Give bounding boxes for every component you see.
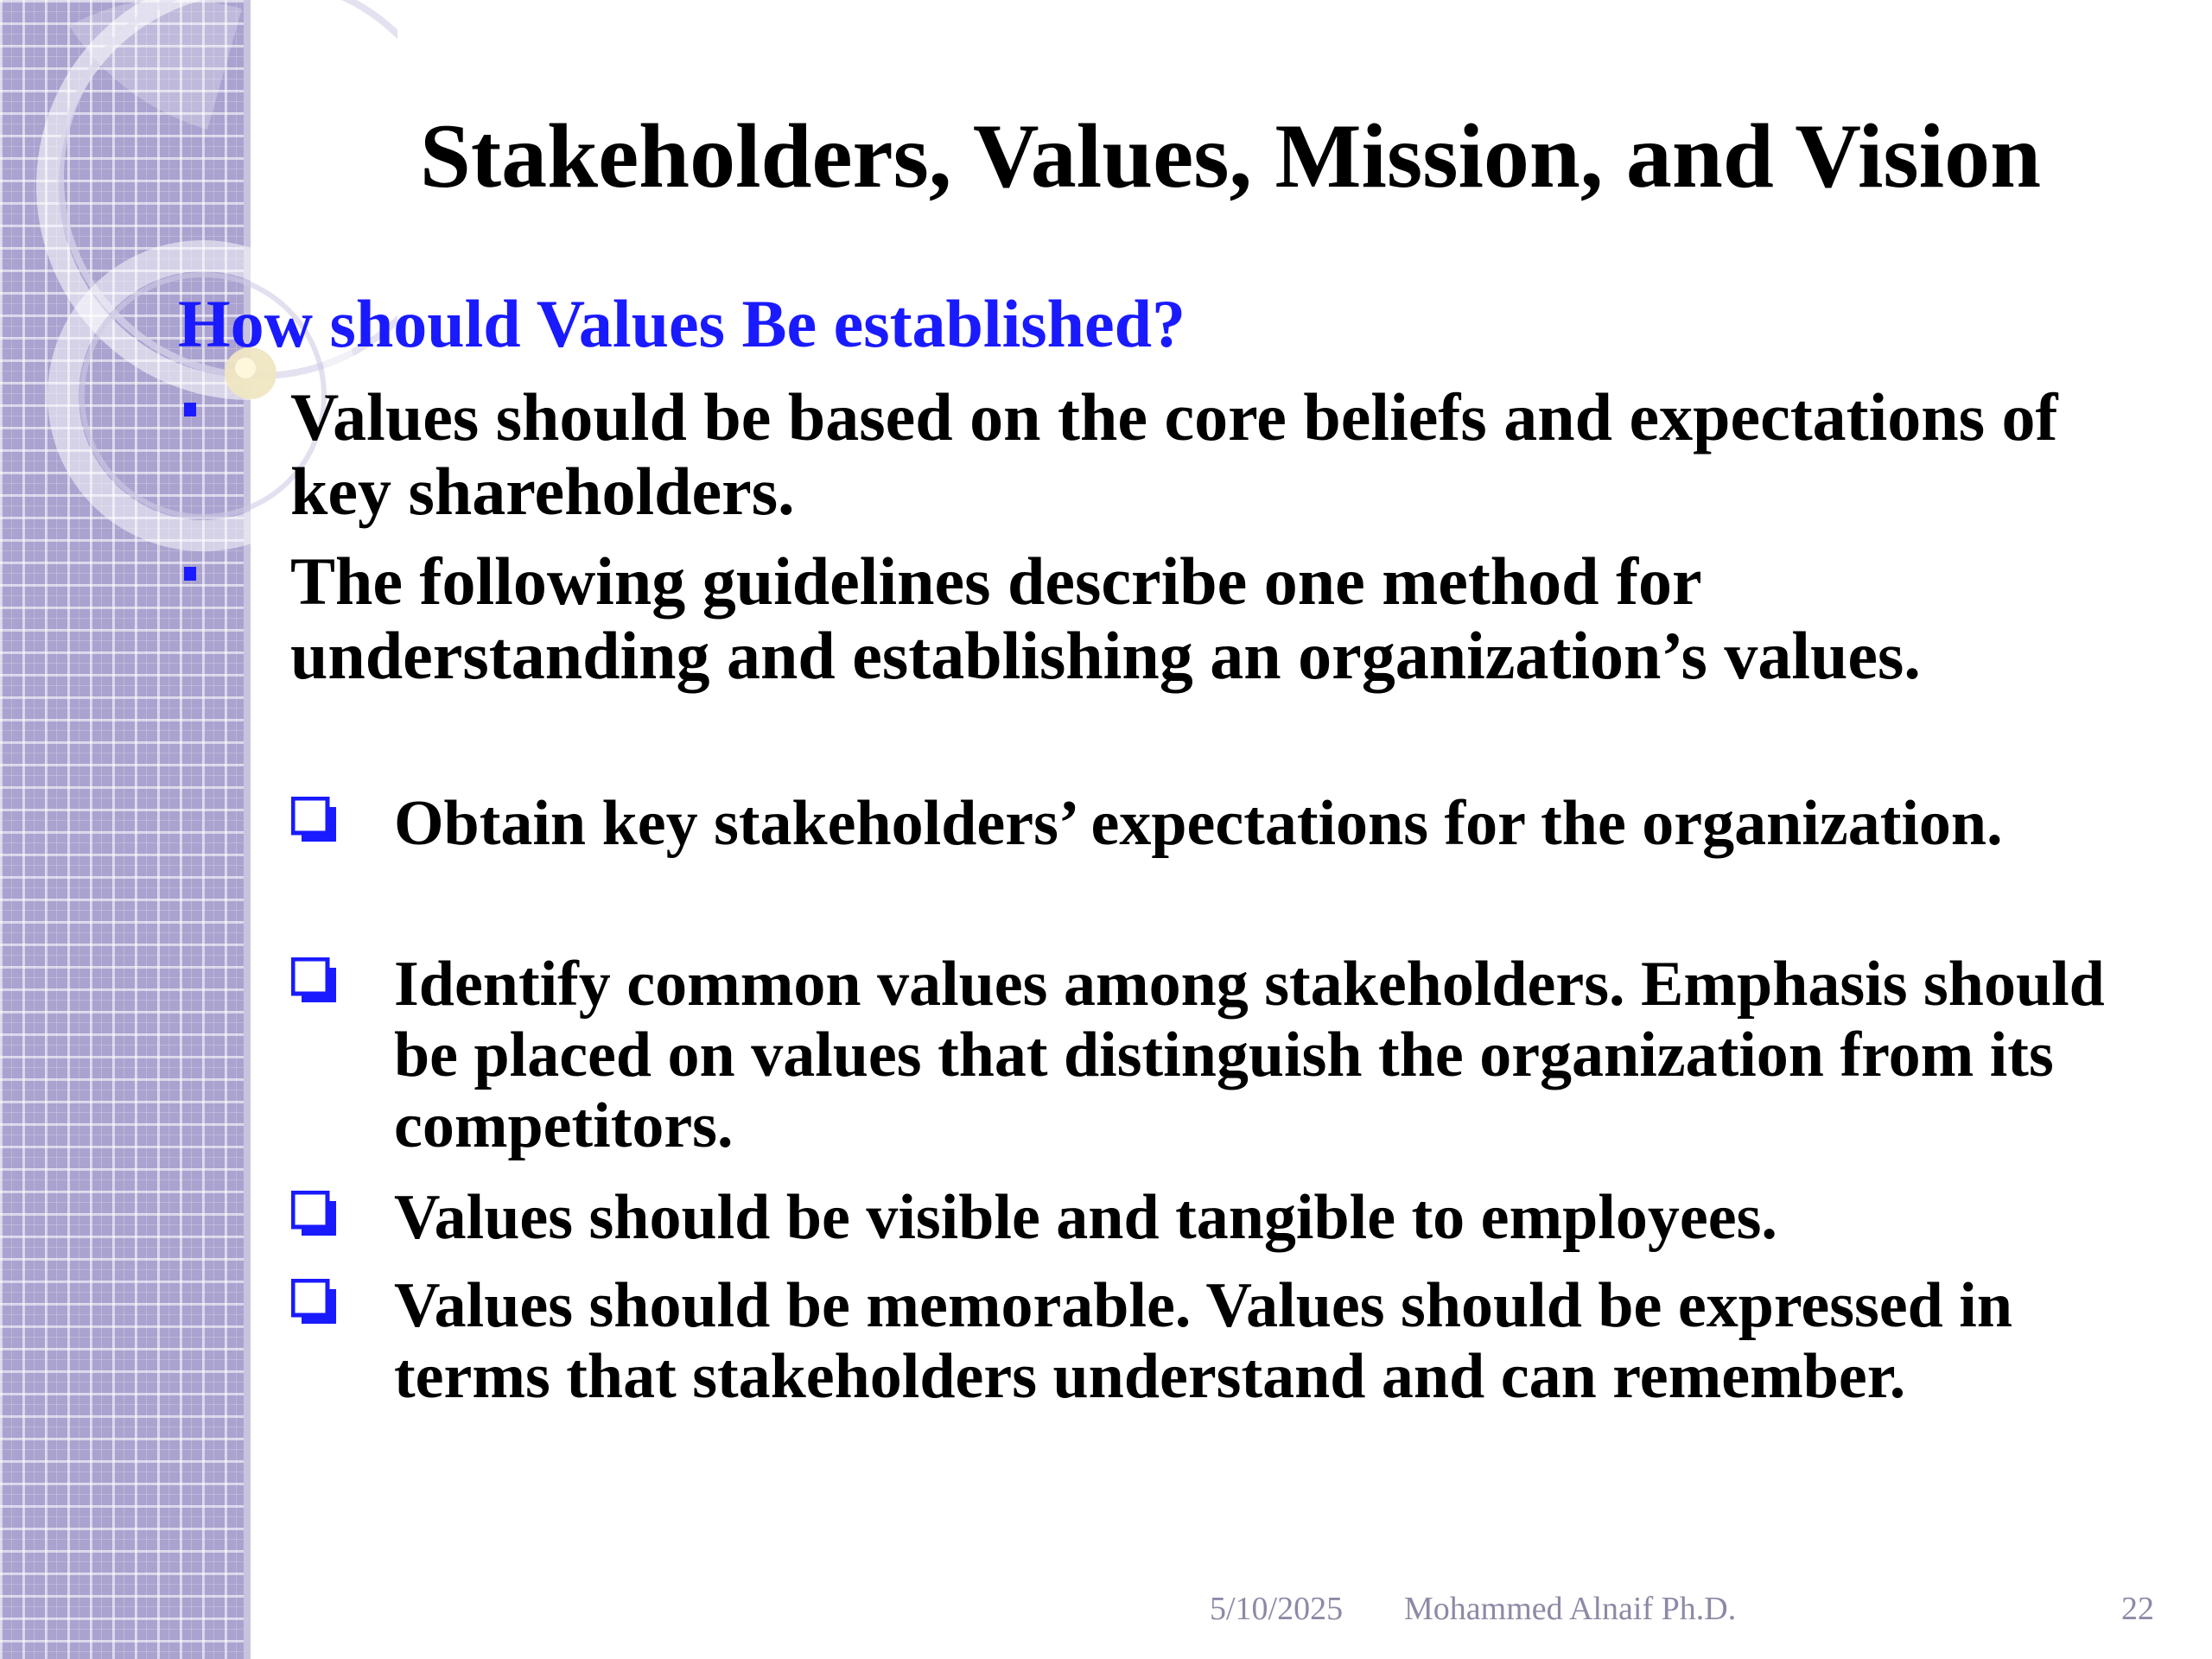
- footer-page-number: 22: [2121, 1591, 2154, 1627]
- footer-author: Mohammed Alnaif Ph.D.: [1404, 1591, 1737, 1627]
- bullet-item: [290, 380, 2105, 529]
- sub-bullet-text: Values should be visible and tangible to employees.: [394, 1182, 1777, 1253]
- checkbox-square-icon: [291, 957, 338, 1004]
- sub-bullet-text: Obtain key stakeholders’ expectations for the organization.: [394, 788, 2003, 859]
- bullet-text: Values should be based on the core beliefs and expectations of key shareholders.: [290, 379, 2058, 529]
- bullet-text: The following guidelines describe one method for understanding and establishing an organization’s values.: [290, 543, 1921, 693]
- blue-square-bullet-icon: [184, 567, 196, 581]
- checkbox-square-icon: [291, 797, 338, 843]
- sub-bullet-item: [394, 1270, 2105, 1412]
- checkbox-square-icon: [291, 1191, 338, 1237]
- sub-bullet-text: Identify common values among stakeholders. Emphasis should be placed on values that distinguish the organization from its competitors.: [394, 949, 2105, 1161]
- sub-bullet-text: Values should be memorable. Values should be expressed in terms that stakeholders understand and can remember.: [394, 1270, 2013, 1412]
- section-subtitle: How should Values Be established?: [178, 286, 1186, 361]
- sub-bullet-item: [394, 949, 2105, 1161]
- slide-title: Stakeholders, Values, Mission, and Vision: [419, 105, 2042, 207]
- checkbox-square-icon: [291, 1279, 338, 1325]
- sub-bullet-item: [394, 788, 2105, 859]
- footer-date: 5/10/2025: [1210, 1591, 1344, 1627]
- sub-bullet-item: [394, 1182, 2105, 1253]
- bullet-item: [290, 544, 2105, 693]
- blue-square-bullet-icon: [184, 403, 196, 416]
